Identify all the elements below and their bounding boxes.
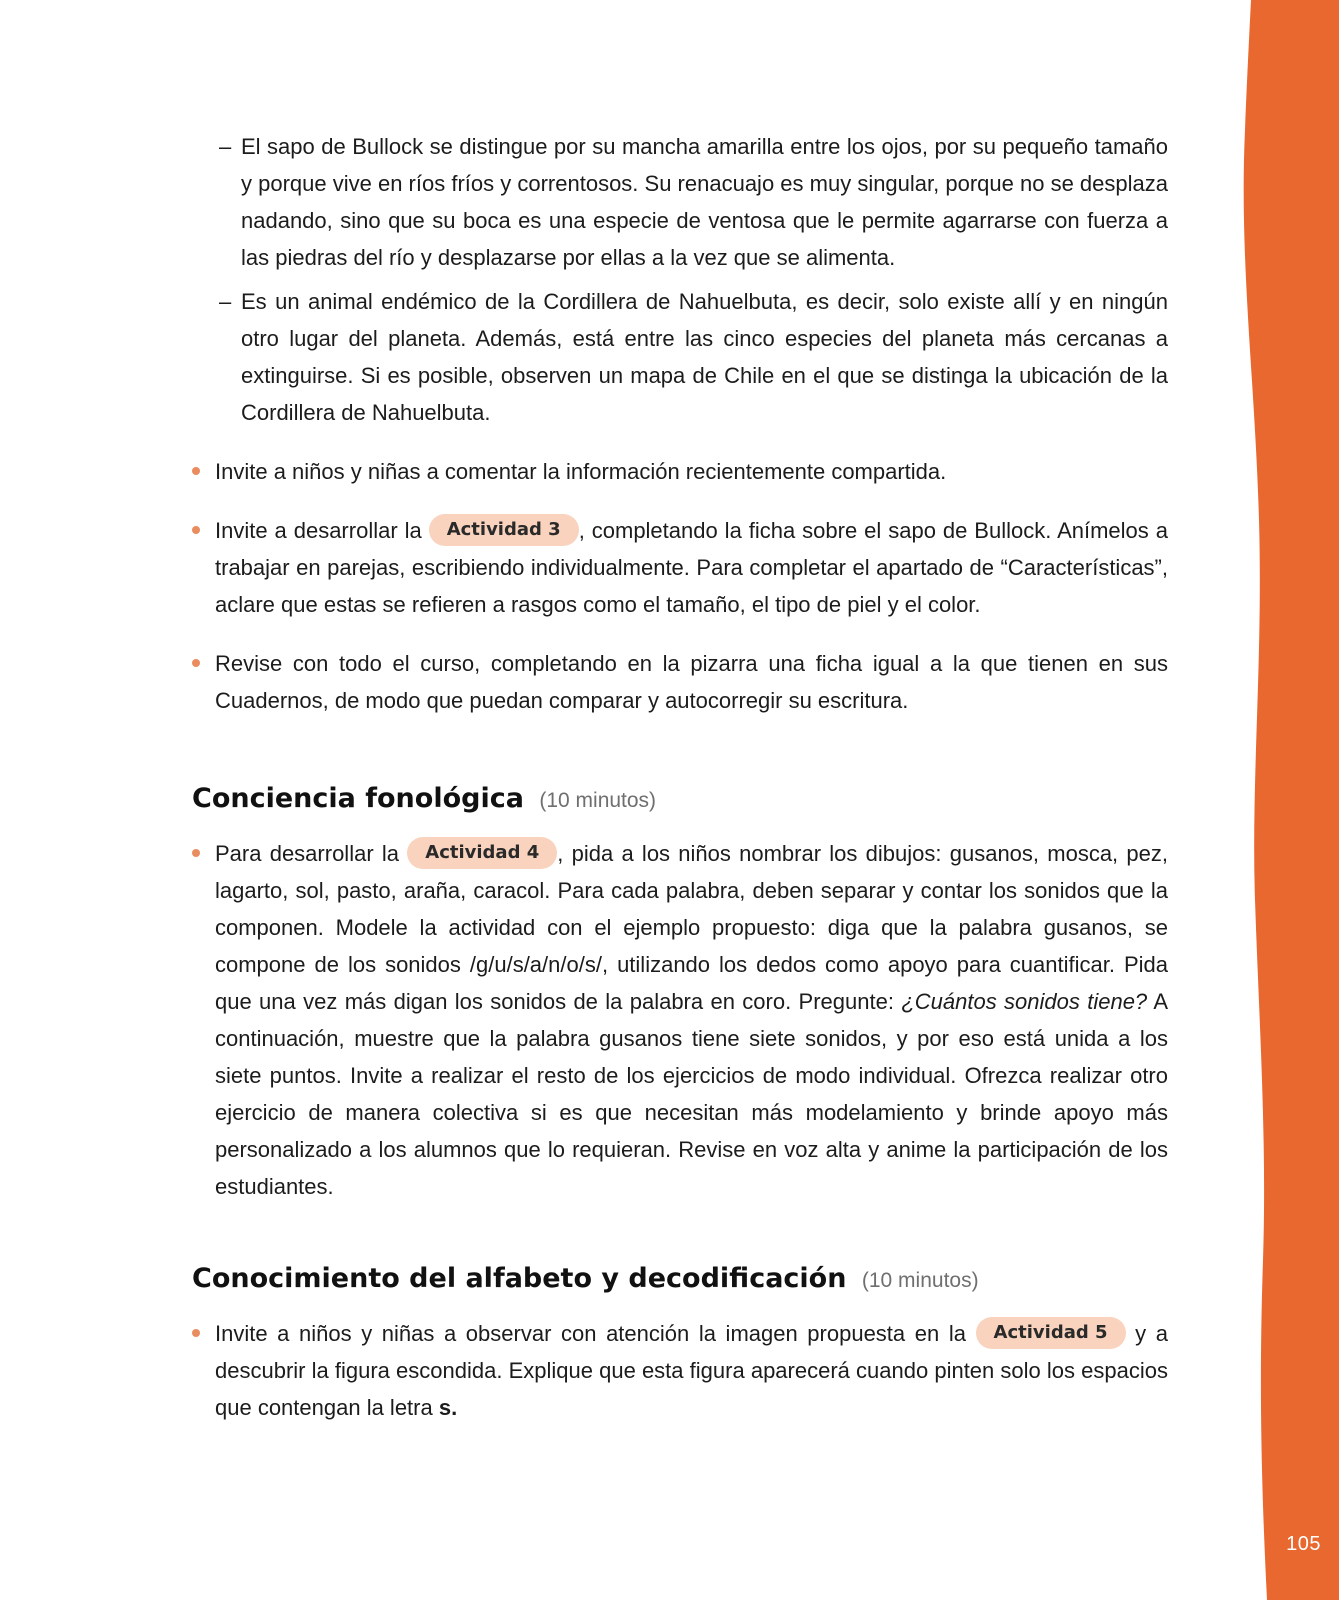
bullet-dot-icon (192, 849, 200, 857)
activity-4-badge: Actividad 4 (407, 837, 557, 869)
bullet-dot-icon (192, 1329, 200, 1337)
dash-icon: – (219, 289, 232, 314)
dash-item-text: Es un animal endémico de la Cordillera de Nahuelbuta, es decir, solo existe allí y en ningún otro lugar del planeta. Además, está entre las cinco especies del planeta más cercanas a extinguirse. Si es posible, observen un mapa de Chile en el que se distinga la ubicación de la Cordillera de Nahuelbuta. (241, 289, 1168, 425)
section-title-conciencia (192, 779, 1168, 821)
letter-s: s. (438, 1395, 458, 1420)
bullet-text: Invite a desarrollar la (215, 518, 422, 543)
bullet-text: A continuación, muestre que la palabra gusanos tiene siete sonidos, y por eso está unida a los siete puntos. Invite a realizar el resto de los ejercicios de modo individual. Ofrezca realizar otro ejercicio de manera colectiva si es que necesitan más modelamiento y brinde apoyo más personalizado a los alumnos que lo requieran. Revise en voz alta y anime la participación de los estudiantes. (215, 989, 1168, 1199)
bullet-text: Revise con todo el curso, completando en la pizarra una ficha igual a la que tienen en sus Cuadernos, de modo que puedan comparar y autocorregir su escritura. (215, 651, 1168, 713)
bullet-text: y a descubrir la figura escondida. Explique que esta figura aparecerá cuando pinten solo los espacios que contengan la letra (215, 1321, 1168, 1420)
section-title-text: Conciencia fonológica (192, 783, 524, 814)
bullet-item-activity-5 (192, 1315, 1168, 1426)
bullet-dot-icon (192, 659, 200, 667)
section-time: (10 minutos) (861, 1269, 979, 1292)
section-title-alfabeto (192, 1259, 1168, 1301)
question-text: ¿Cuántos sonidos tiene? (901, 989, 1148, 1014)
bullet-dot-icon (192, 467, 200, 475)
page-number: 105 (1286, 1533, 1321, 1555)
dash-item-text: El sapo de Bullock se distingue por su mancha amarilla entre los ojos, por su pequeño tamaño y porque vive en ríos fríos y correntosos. Su renacuajo es muy singular, porque no se desplaza nadando, sino que su boca es una especie de ventosa que le permite agarrarse con fuerza a las piedras del río y desplazarse por ellas a la vez que se alimenta. (241, 134, 1168, 270)
bullet-item-review (192, 645, 1168, 719)
bullet-item-activity-3 (192, 512, 1168, 623)
dash-list (192, 128, 1168, 431)
bullet-text: Invite a niños y niñas a comentar la información recientemente compartida. (215, 459, 947, 484)
bullet-text: Para desarrollar la (215, 841, 400, 866)
dash-item (192, 283, 1168, 431)
bullet-dot-icon (192, 526, 200, 534)
bullet-item-comment (192, 453, 1168, 490)
activity-3-badge: Actividad 3 (429, 514, 579, 546)
dash-item (192, 128, 1168, 276)
activity-5-badge: Actividad 5 (976, 1317, 1126, 1349)
bullet-text: , completando la ficha sobre el sapo de Bullock. Anímelos a trabajar en parejas, escribiendo individualmente. Para completar el apartado de “Características”, aclare que estas se refieren a rasgos como el tamaño, el tipo de piel y el color. (215, 518, 1168, 617)
decorative-side-band (1219, 0, 1339, 1600)
dash-icon: – (219, 134, 232, 159)
bullet-text: Invite a niños y niñas a observar con atención la imagen propuesta en la (215, 1321, 966, 1346)
bullet-item-activity-4 (192, 835, 1168, 1205)
section-time: (10 minutos) (539, 789, 657, 812)
page-content (192, 128, 1168, 1426)
bullet-text: , pida a los niños nombrar los dibujos: gusanos, mosca, pez, lagarto, sol, pasto, araña, caracol. Para cada palabra, deben separar y contar los sonidos que la componen. Modele la actividad con el ejemplo propuesto: diga que la palabra gusanos, se compone de los sonidos /g/u/s/a/n/o/s/, utilizando los dedos como apoyo para cuantificar. Pida que una vez más digan los sonidos de la palabra en coro. Pregunte: (215, 841, 1168, 1014)
section-title-text: Conocimiento del alfabeto y decodificación (192, 1263, 847, 1294)
